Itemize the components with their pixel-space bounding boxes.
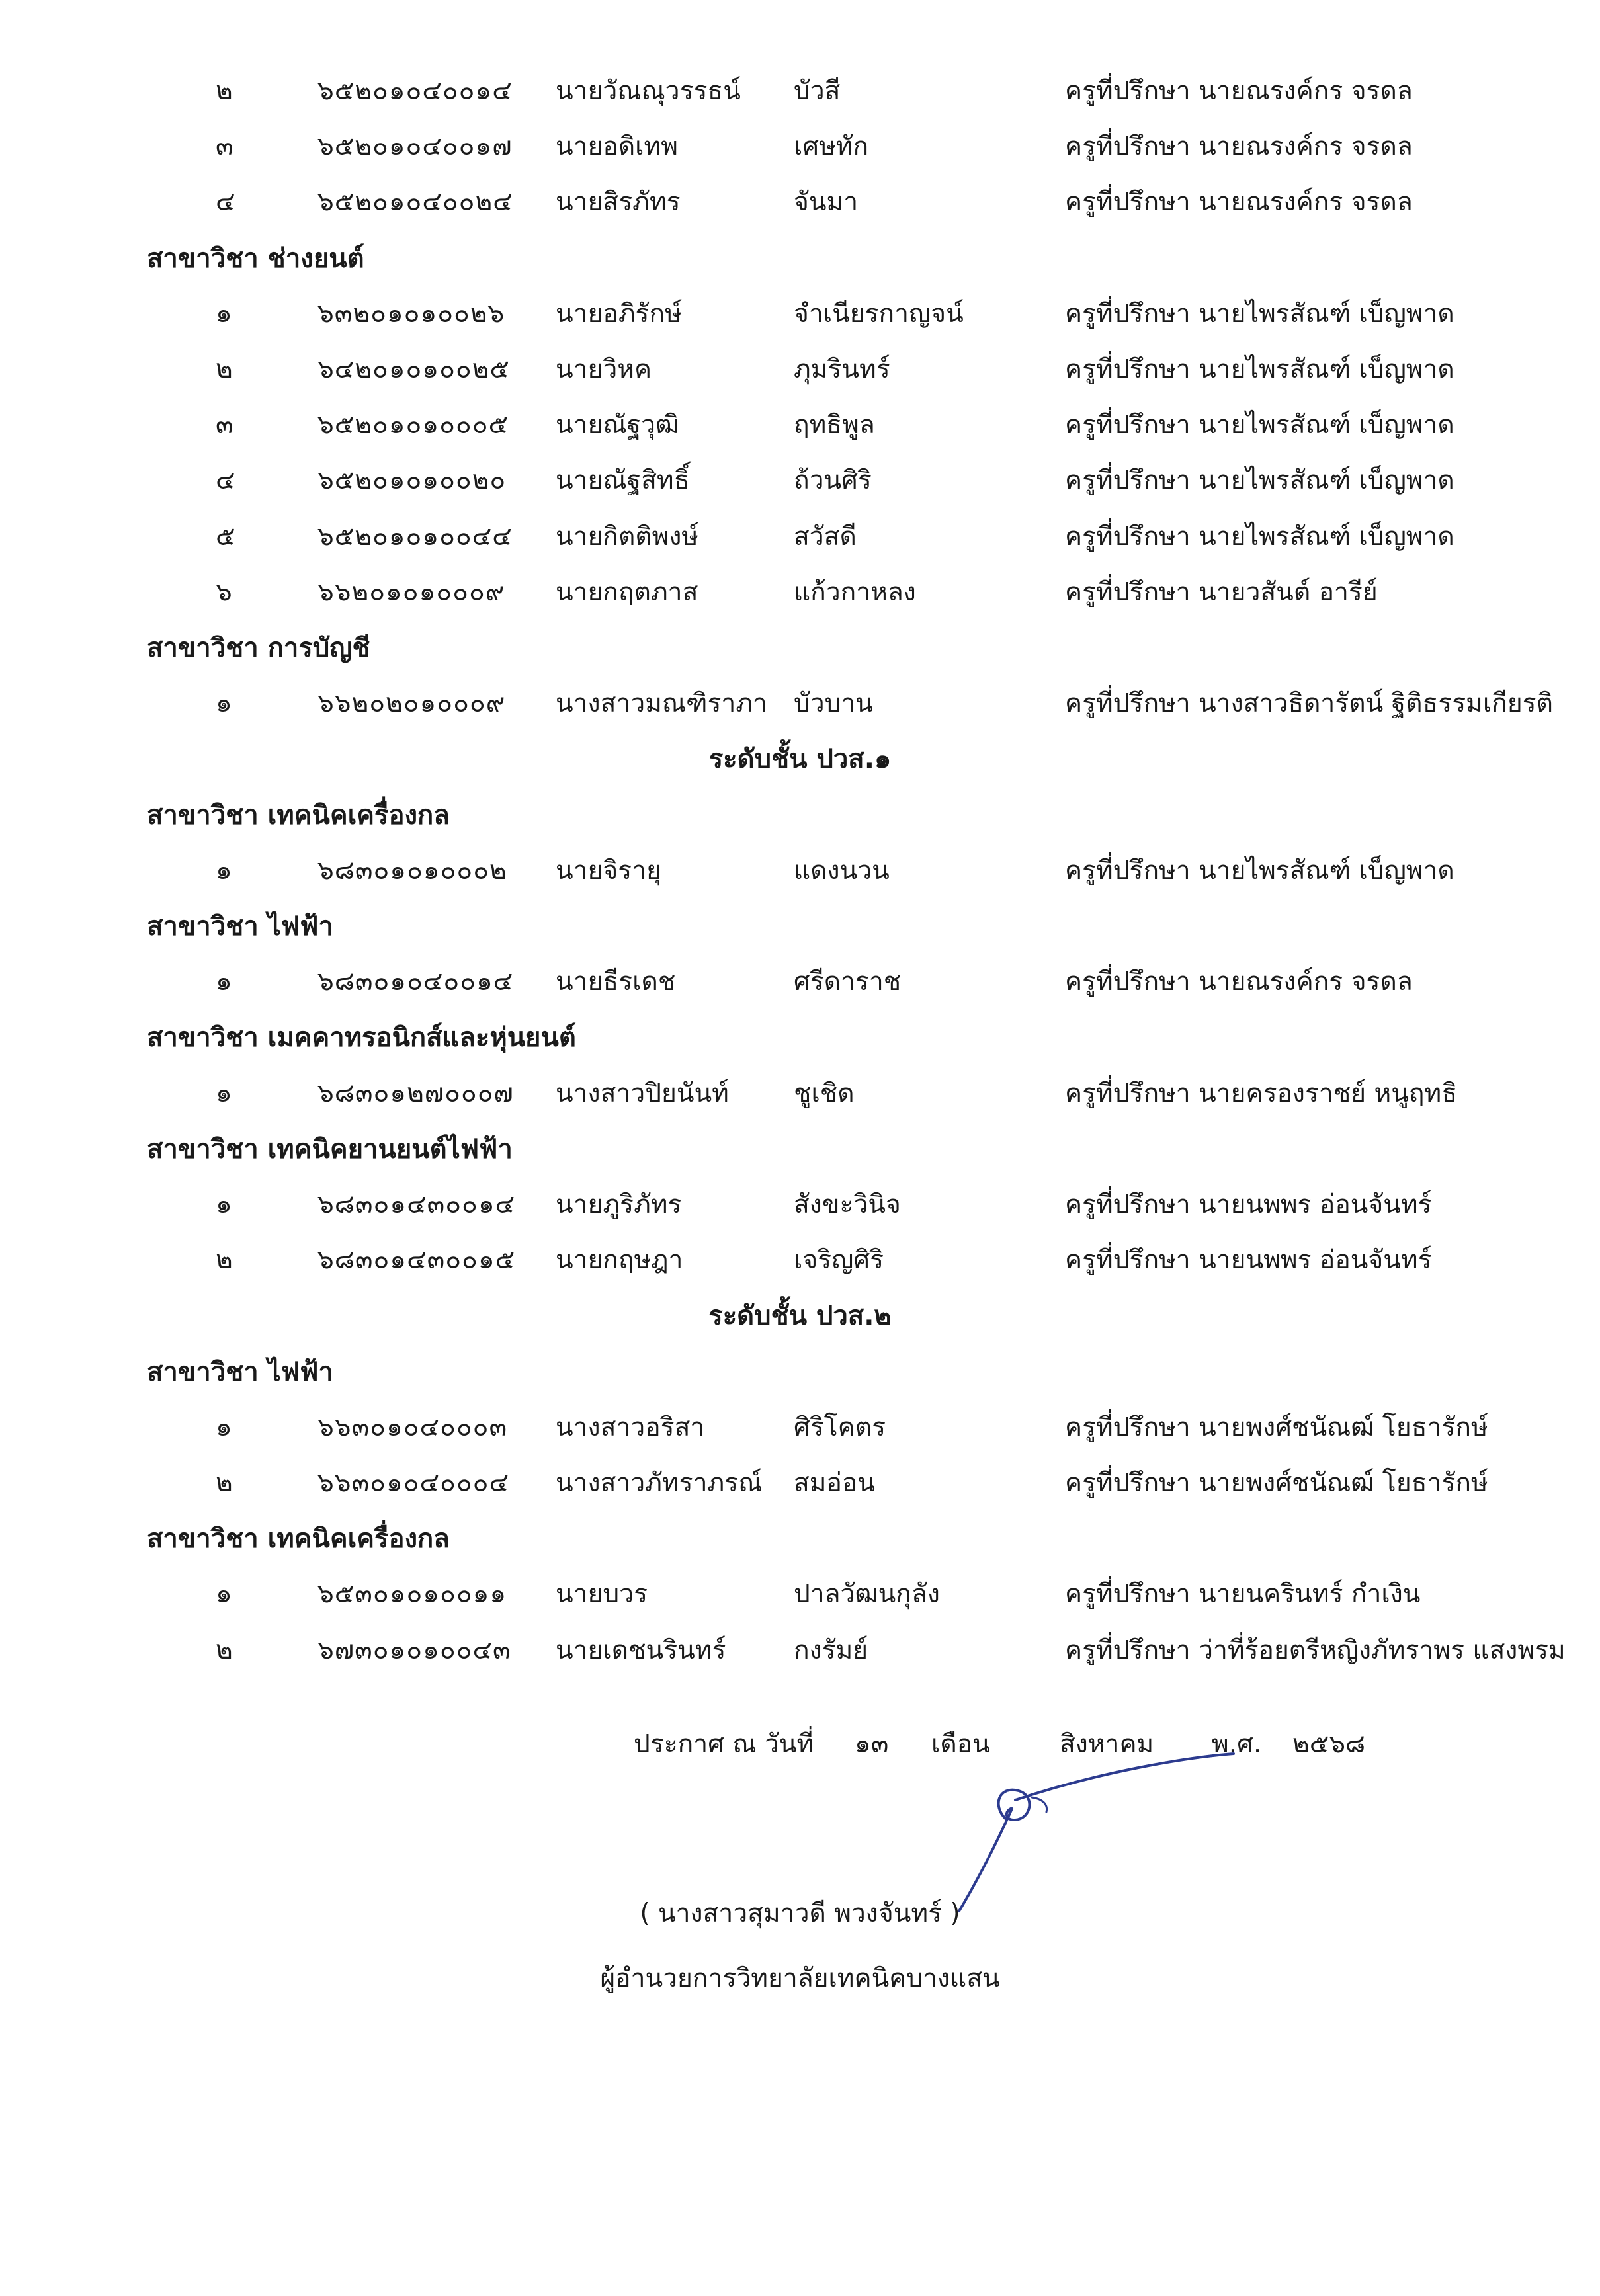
student-id: ๖๘๓๐๑๔๓๐๐๑๕ (317, 1245, 516, 1276)
student-id: ๖๕๒๐๑๐๑๐๐๔๔ (317, 521, 513, 552)
advisor-name: ครูที่ปรึกษา นายไพรสัณฑ์ เบ็ญพาด (1065, 855, 1454, 885)
student-row (0, 1400, 1600, 1456)
row-number: ๒ (216, 354, 233, 384)
row-number: ๓ (216, 132, 233, 162)
student-id: ๖๕๓๐๑๐๑๐๐๑๑ (317, 1579, 507, 1610)
department-heading-row (0, 620, 1600, 676)
student-row (0, 954, 1600, 1010)
student-name: นางสาวภัทราภรณ์ (556, 1468, 763, 1498)
student-surname: ภุมรินทร์ (794, 354, 890, 384)
student-id: ๖๖๓๐๑๐๔๐๐๐๓ (317, 1412, 508, 1442)
announcement-year: ๒๕๖๘ (1292, 1729, 1366, 1759)
level-heading-row (0, 731, 1600, 787)
department-heading-row (0, 1511, 1600, 1567)
student-id: ๖๖๒๐๑๐๑๐๐๐๙ (317, 577, 505, 607)
row-number: ๑ (216, 298, 232, 329)
student-row (0, 1177, 1600, 1233)
student-row (0, 397, 1600, 453)
row-number: ๕ (216, 521, 235, 552)
announcement-prefix: ประกาศ ณ วันที่ (634, 1729, 814, 1759)
student-name: นายอดิเทพ (556, 132, 678, 162)
student-name: นายจิรายุ (556, 855, 661, 885)
advisor-name: ครูที่ปรึกษา นายณรงค์กร จรดล (1065, 187, 1413, 218)
advisor-name: ครูที่ปรึกษา นายไพรสัณฑ์ เบ็ญพาด (1065, 410, 1454, 440)
student-id: ๖๕๒๐๑๐๑๐๐๐๕ (317, 410, 509, 440)
student-id: ๖๘๓๐๑๐๔๐๐๑๔ (317, 967, 514, 997)
department-heading: สาขาวิชา ไฟฟ้า (147, 1356, 333, 1387)
department-heading-row (0, 788, 1600, 843)
advisor-name: ครูที่ปรึกษา นายวสันต์ อารีย์ (1065, 577, 1378, 607)
department-heading: สาขาวิชา เทคนิคยานยนต์ไฟฟ้า (147, 1133, 513, 1165)
student-surname: ศรีดาราช (794, 967, 902, 997)
advisor-name: ครูที่ปรึกษา นายพงศ์ชนัณฒ์ โยธารักษ์ (1065, 1412, 1488, 1442)
student-surname: กงรัมย์ (794, 1635, 868, 1665)
row-number: ๒ (216, 76, 233, 106)
advisor-name: ครูที่ปรึกษา นายนพพร อ่อนจันทร์ (1065, 1190, 1432, 1219)
level-heading-row (0, 1288, 1600, 1344)
student-id: ๖๕๒๐๑๐๔๐๐๑๔ (317, 76, 513, 106)
student-name: นายสิรภัทร (556, 187, 681, 218)
student-row (0, 63, 1600, 119)
student-id: ๖๘๓๐๑๒๗๐๐๐๗ (317, 1078, 514, 1108)
department-heading-row (0, 1344, 1600, 1400)
row-number: ๑ (216, 1579, 232, 1610)
row-number: ๑ (216, 967, 232, 997)
department-heading-row (0, 1010, 1600, 1065)
advisor-name: ครูที่ปรึกษา นายนพพร อ่อนจันทร์ (1065, 1245, 1432, 1276)
announcement-day: ๑๓ (855, 1729, 889, 1759)
row-number: ๒ (216, 1468, 233, 1498)
student-name: นายณัฐสิทธิ์ (556, 466, 690, 496)
row-number: ๑ (216, 855, 232, 885)
row-number: ๑ (216, 1190, 232, 1219)
row-number: ๓ (216, 410, 233, 440)
department-heading: สาขาวิชา ไฟฟ้า (147, 911, 333, 942)
student-surname: จันมา (794, 187, 859, 218)
student-id: ๖๖๒๐๒๐๑๐๐๐๙ (317, 688, 506, 719)
student-row (0, 1623, 1600, 1678)
student-surname: ชูเชิด (794, 1078, 855, 1108)
student-surname: สวัสดี (794, 521, 857, 552)
row-number: ๑ (216, 1412, 232, 1442)
student-row (0, 342, 1600, 397)
student-row (0, 565, 1600, 620)
advisor-name: ครูที่ปรึกษา นายไพรสัณฑ์ เบ็ญพาด (1065, 466, 1454, 496)
student-row (0, 119, 1600, 175)
student-surname: จำเนียรกาญจน์ (794, 298, 964, 329)
student-surname: ศิริโคตร (794, 1412, 886, 1442)
level-heading: ระดับชั้น ปวส.๒ (708, 1301, 892, 1332)
advisor-name: ครูที่ปรึกษา นายณรงค์กร จรดล (1065, 967, 1413, 997)
student-surname: เจริญศิริ (794, 1245, 884, 1276)
student-row (0, 286, 1600, 342)
announcement-year-label: พ.ศ. (1212, 1729, 1262, 1759)
department-heading: สาขาวิชา ช่างยนต์ (147, 243, 364, 274)
row-number: ๔ (216, 187, 235, 218)
signatory-title: ผู้อำนวยการวิทยาลัยเทคนิคบางแสน (600, 1963, 1000, 1993)
advisor-name: ครูที่ปรึกษา นายนครินทร์ กำเงิน (1065, 1579, 1421, 1610)
student-name: นายกฤษฎา (556, 1245, 683, 1276)
student-row (0, 843, 1600, 899)
student-row (0, 453, 1600, 509)
advisor-name: ครูที่ปรึกษา นายไพรสัณฑ์ เบ็ญพาด (1065, 521, 1454, 552)
student-name: นายกฤตภาส (556, 577, 698, 607)
student-id: ๖๔๒๐๑๐๑๐๐๒๕ (317, 354, 510, 384)
department-heading-row (0, 1122, 1600, 1177)
student-name: นางสาวอริสา (556, 1412, 705, 1442)
level-heading: ระดับชั้น ปวส.๑ (708, 744, 892, 775)
row-number: ๔ (216, 466, 235, 496)
advisor-name: ครูที่ปรึกษา นายณรงค์กร จรดล (1065, 132, 1413, 162)
advisor-name: ครูที่ปรึกษา ว่าที่ร้อยตรีหญิงภัทราพร แสงพรม (1065, 1635, 1566, 1665)
department-heading: สาขาวิชา การบัญชี (147, 633, 370, 663)
student-name: นายกิตติพงษ์ (556, 521, 699, 552)
department-heading: สาขาวิชา เทคนิคเครื่องกล (147, 800, 450, 831)
advisor-name: ครูที่ปรึกษา นายไพรสัณฑ์ เบ็ญพาด (1065, 298, 1454, 329)
student-name: นายณัฐวุฒิ (556, 410, 679, 440)
announcement-month: สิงหาคม (1060, 1729, 1154, 1759)
student-surname: แก้วกาหลง (794, 577, 916, 607)
student-surname: สมอ่อน (794, 1468, 876, 1498)
row-number: ๖ (216, 577, 232, 607)
signatory-name: ( นางสาวสุมาวดี พวงจันทร์ ) (640, 1899, 960, 1928)
student-name: นายวิหค (556, 354, 652, 384)
student-id: ๖๘๓๐๑๔๓๐๐๑๔ (317, 1190, 516, 1219)
student-row (0, 1456, 1600, 1511)
student-name: นางสาวมณฑิราภา (556, 688, 767, 719)
student-id: ๖๕๒๐๑๐๔๐๐๒๔ (317, 187, 513, 218)
student-id: ๖๖๓๐๑๐๔๐๐๐๔ (317, 1468, 509, 1498)
advisor-name: ครูที่ปรึกษา นายณรงค์กร จรดล (1065, 76, 1413, 106)
student-surname: ฤทธิพูล (794, 410, 875, 440)
student-row (0, 175, 1600, 230)
student-id: ๖๕๒๐๑๐๑๐๐๒๐ (317, 466, 507, 496)
row-number: ๒ (216, 1245, 233, 1276)
student-surname: ปาลวัฒนกุลัง (794, 1579, 940, 1610)
advisor-name: ครูที่ปรึกษา นายไพรสัณฑ์ เบ็ญพาด (1065, 354, 1454, 384)
student-row (0, 509, 1600, 565)
row-number: ๒ (216, 1635, 233, 1665)
student-name: นางสาวปิยนันท์ (556, 1078, 729, 1108)
student-id: ๖๓๒๐๑๐๑๐๐๒๖ (317, 298, 505, 329)
advisor-name: ครูที่ปรึกษา นางสาวธิดารัตน์ ฐิติธรรมเกียรติ (1065, 688, 1553, 719)
student-surname: บัวบาน (794, 688, 873, 719)
student-name: นายภูริภัทร (556, 1190, 682, 1219)
student-name: นายธีรเดช (556, 967, 676, 997)
row-number: ๑ (216, 1078, 232, 1108)
announcement-month-label: เดือน (931, 1729, 990, 1759)
row-number: ๑ (216, 688, 232, 719)
student-id: ๖๘๓๐๑๐๑๐๐๐๒ (317, 855, 507, 885)
department-heading: สาขาวิชา เมคคาทรอนิกส์และหุ่นยนต์ (147, 1022, 576, 1053)
student-surname: เศษทัก (794, 132, 869, 162)
student-row (0, 676, 1600, 731)
student-surname: บัวสี (794, 76, 841, 106)
student-name: นายวัณณุวรรธน์ (556, 76, 741, 106)
advisor-name: ครูที่ปรึกษา นายพงศ์ชนัณฒ์ โยธารักษ์ (1065, 1468, 1488, 1498)
student-name: นายบวร (556, 1579, 648, 1610)
department-heading-row (0, 899, 1600, 954)
student-name: นายอภิรักษ์ (556, 298, 682, 329)
student-name: นายเดชนรินทร์ (556, 1635, 726, 1665)
student-id: ๖๕๒๐๑๐๔๐๐๑๗ (317, 132, 513, 162)
student-surname: ถ้วนศิริ (794, 466, 872, 496)
student-row (0, 1567, 1600, 1622)
department-heading: สาขาวิชา เทคนิคเครื่องกล (147, 1524, 450, 1555)
department-heading-row (0, 231, 1600, 286)
student-surname: สังขะวินิจ (794, 1190, 901, 1219)
student-surname: แดงนวน (794, 855, 890, 885)
student-row (0, 1066, 1600, 1122)
student-id: ๖๗๓๐๑๐๑๐๐๔๓ (317, 1635, 511, 1665)
student-row (0, 1233, 1600, 1288)
advisor-name: ครูที่ปรึกษา นายครองราชย์ หนูฤทธิ (1065, 1078, 1458, 1108)
